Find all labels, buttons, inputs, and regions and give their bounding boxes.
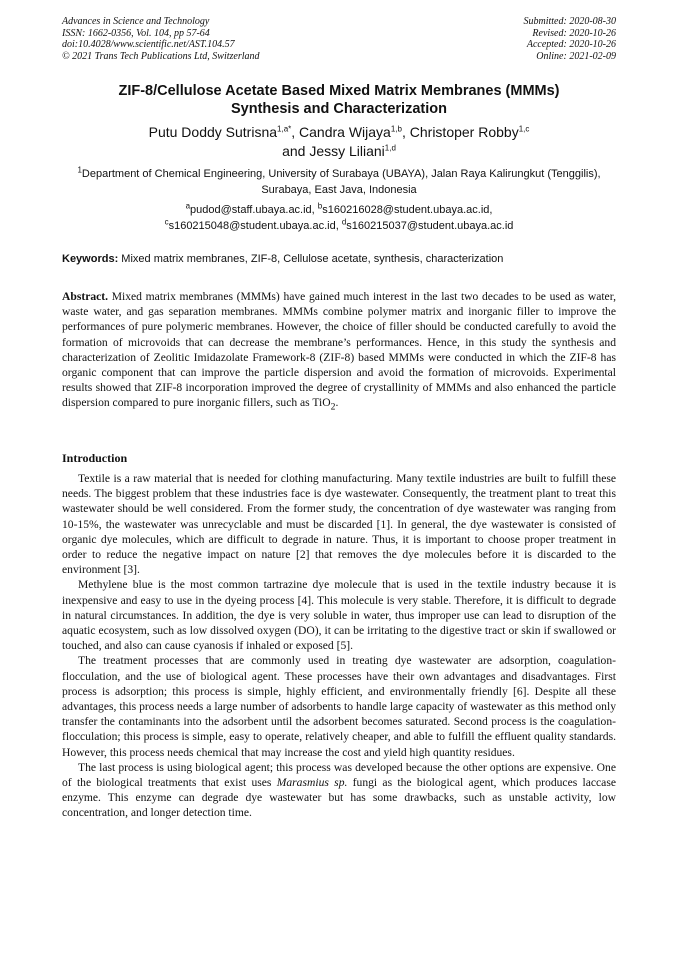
email-marker: d bbox=[341, 216, 347, 226]
affiliation-marker: 1 bbox=[77, 165, 82, 175]
email-address[interactable]: s160215037@student.ubaya.ac.id bbox=[346, 219, 514, 232]
journal-copyright: © 2021 Trans Tech Publications Ltd, Switzerland bbox=[62, 50, 260, 62]
paper-title bbox=[62, 82, 616, 118]
author-separator: , bbox=[291, 124, 300, 140]
paragraph-text: The last process is using biological agent; this process was developed because the other options are expensive. One of the biological treatments that exist uses bbox=[62, 760, 616, 790]
affiliation bbox=[64, 166, 614, 198]
email-address[interactable]: pudod@staff.ubaya.ac.id, bbox=[190, 204, 318, 216]
email-address[interactable]: s160216028@student.ubaya.ac.id, bbox=[322, 204, 493, 216]
author-name: Putu Doddy Sutrisna bbox=[148, 124, 278, 140]
abstract bbox=[62, 289, 616, 415]
journal-name: Advances in Science and Technology bbox=[62, 16, 210, 27]
author-affil-marker: 1,b bbox=[390, 124, 402, 134]
date-revised: Revised: 2020-10-26 bbox=[532, 27, 616, 39]
author-separator: and bbox=[282, 143, 310, 159]
journal-info bbox=[62, 16, 260, 62]
intro-paragraph-1: Textile is a raw material that is needed for clothing manufacturing. Many textile industries are built to fulfill these needs. The biggest problem that these industries face is dye wastewater. Consequently, the treatment plant to treat this wastewater should be well considered. From the former study, the concentration of dye wastewater was ranging from 10-15%, the wastewater was unrecyclable and must be discarded [1]. In general, the dye wastewater is consisted of organic dye molecules, which are difficult to degrade in nature. Thus, it is important to choose proper treatment in order to reduce the negative impact on nature [2] that removes the dye molecules before it is discarded to the environment [3]. bbox=[62, 472, 616, 577]
abstract-paragraph bbox=[62, 289, 616, 415]
intro-paragraph-2: Methylene blue is the most common tartrazine dye molecule that is used in the textile industry because it is inexpensive and easy to use in the dyeing process [4]. This molecule is very stable. Therefore, it is difficult to degrade in natural circumstances. In addition, the dye is very soluble in water, thus improper use can lead to disruption of the aquatic ecosystem, such as low dissolved oxygen (DO), it can be irritating to the digestive tract or skin if swallowed or touched, and also can cause cyanosis if inhaled or exposed [5]. bbox=[62, 578, 616, 653]
species-name: Marasmius sp. bbox=[276, 776, 348, 790]
intro-paragraph-4 bbox=[62, 760, 616, 821]
author-name: Christoper Robby bbox=[409, 124, 519, 140]
author-name: Jessy Liliani bbox=[309, 143, 385, 159]
author-affil-marker: 1,d bbox=[384, 143, 396, 153]
date-accepted: Accepted: 2020-10-26 bbox=[526, 39, 616, 50]
affiliation-text: Department of Chemical Engineering, University of Surabaya (UBAYA), Jalan Raya Kalirungkut (Tenggilis), Surabaya, East Java, Indonesia bbox=[81, 168, 601, 196]
author-emails bbox=[64, 203, 614, 234]
introduction-section bbox=[62, 471, 616, 821]
submission-dates bbox=[524, 16, 617, 62]
email-address[interactable]: s160215048@student.ubaya.ac.id, bbox=[168, 219, 342, 232]
date-submitted: Submitted: 2020-08-30 bbox=[523, 16, 616, 27]
keywords bbox=[62, 252, 616, 267]
subscript: 2 bbox=[330, 401, 336, 413]
author-affil-marker: 1,c bbox=[518, 124, 530, 134]
date-online: Online: 2021-02-09 bbox=[536, 50, 616, 62]
email-marker: a bbox=[185, 201, 191, 211]
author-list bbox=[90, 123, 588, 161]
title-line-1: ZIF-8/Cellulose Acetate Based Mixed Matrix Membranes (MMMs) bbox=[118, 83, 560, 99]
journal-doi: doi:10.4028/www.scientific.net/AST.104.57 bbox=[62, 39, 235, 50]
journal-issn: ISSN: 1662-0356, Vol. 104, pp 57-64 bbox=[62, 27, 210, 39]
intro-paragraph-3: The treatment processes that are commonly used in treating dye wastewater are adsorption, coagulation-flocculation, and the use of biological agent. These processes have their own advantages and disadvantages. First process is adsorption; this process is simple, highly efficient, and environmentally friendly [6]. Despite all these advantages, this process needs a large number of adsorbents to handle large capacity of wastewater as this method only transfer the contaminants into the adsorbent until the adsorbent becomes saturated. Second process is the coagulation-flocculation; this process is simple, easy to operate, relatively cheaper, and able to fulfill the effluent quality standards. However, this process needs chemical that may increase the cost and yield high quantity residues. bbox=[62, 654, 616, 759]
author-separator: , bbox=[401, 124, 410, 140]
title-line-2: Synthesis and Characterization bbox=[231, 101, 447, 117]
paragraph-text: fungi as the biological agent, which produces laccase enzyme. This enzyme can degrade dye wastewater but has some drawbacks, such as unstable activity, low concentration, and longer detection time. bbox=[62, 776, 616, 820]
abstract-text: Mixed matrix membranes (MMMs) have gained much interest in the last two decades to be used as water, waste water, and gas separation membranes. MMMs combine polymer matrix and inorganic filler to improve the performances of pure polymeric membranes. However, the choice of filler should be conducted carefully to avoid the formation of microvoids that can decrease the membrane’s performances. Hence, in this study the synthesis and characterization of Zeolitic Imidazolate Framework-8 (ZIF-8) based MMMs were conducted in which the ZIF-8 has organic component that can improve the particle dispersion and avoid the formation of microvoids. Experimental results showed that ZIF-8 incorporation improved the degree of crystallinity of MMMs and also enhanced the particle dispersion compared to pure inorganic fillers, such as TiO bbox=[62, 290, 616, 410]
email-marker: c bbox=[164, 216, 169, 226]
abstract-label: Abstract. bbox=[62, 290, 109, 303]
keywords-text: Mixed matrix membranes, ZIF-8, Cellulose acetate, synthesis, characterization bbox=[118, 253, 504, 265]
abstract-end: . bbox=[335, 396, 339, 410]
author-name: Candra Wijaya bbox=[299, 124, 391, 140]
keywords-label: Keywords: bbox=[62, 253, 119, 265]
section-heading-introduction: Introduction bbox=[62, 451, 128, 465]
email-marker: b bbox=[317, 201, 323, 211]
author-affil-marker: 1,a* bbox=[277, 124, 292, 134]
